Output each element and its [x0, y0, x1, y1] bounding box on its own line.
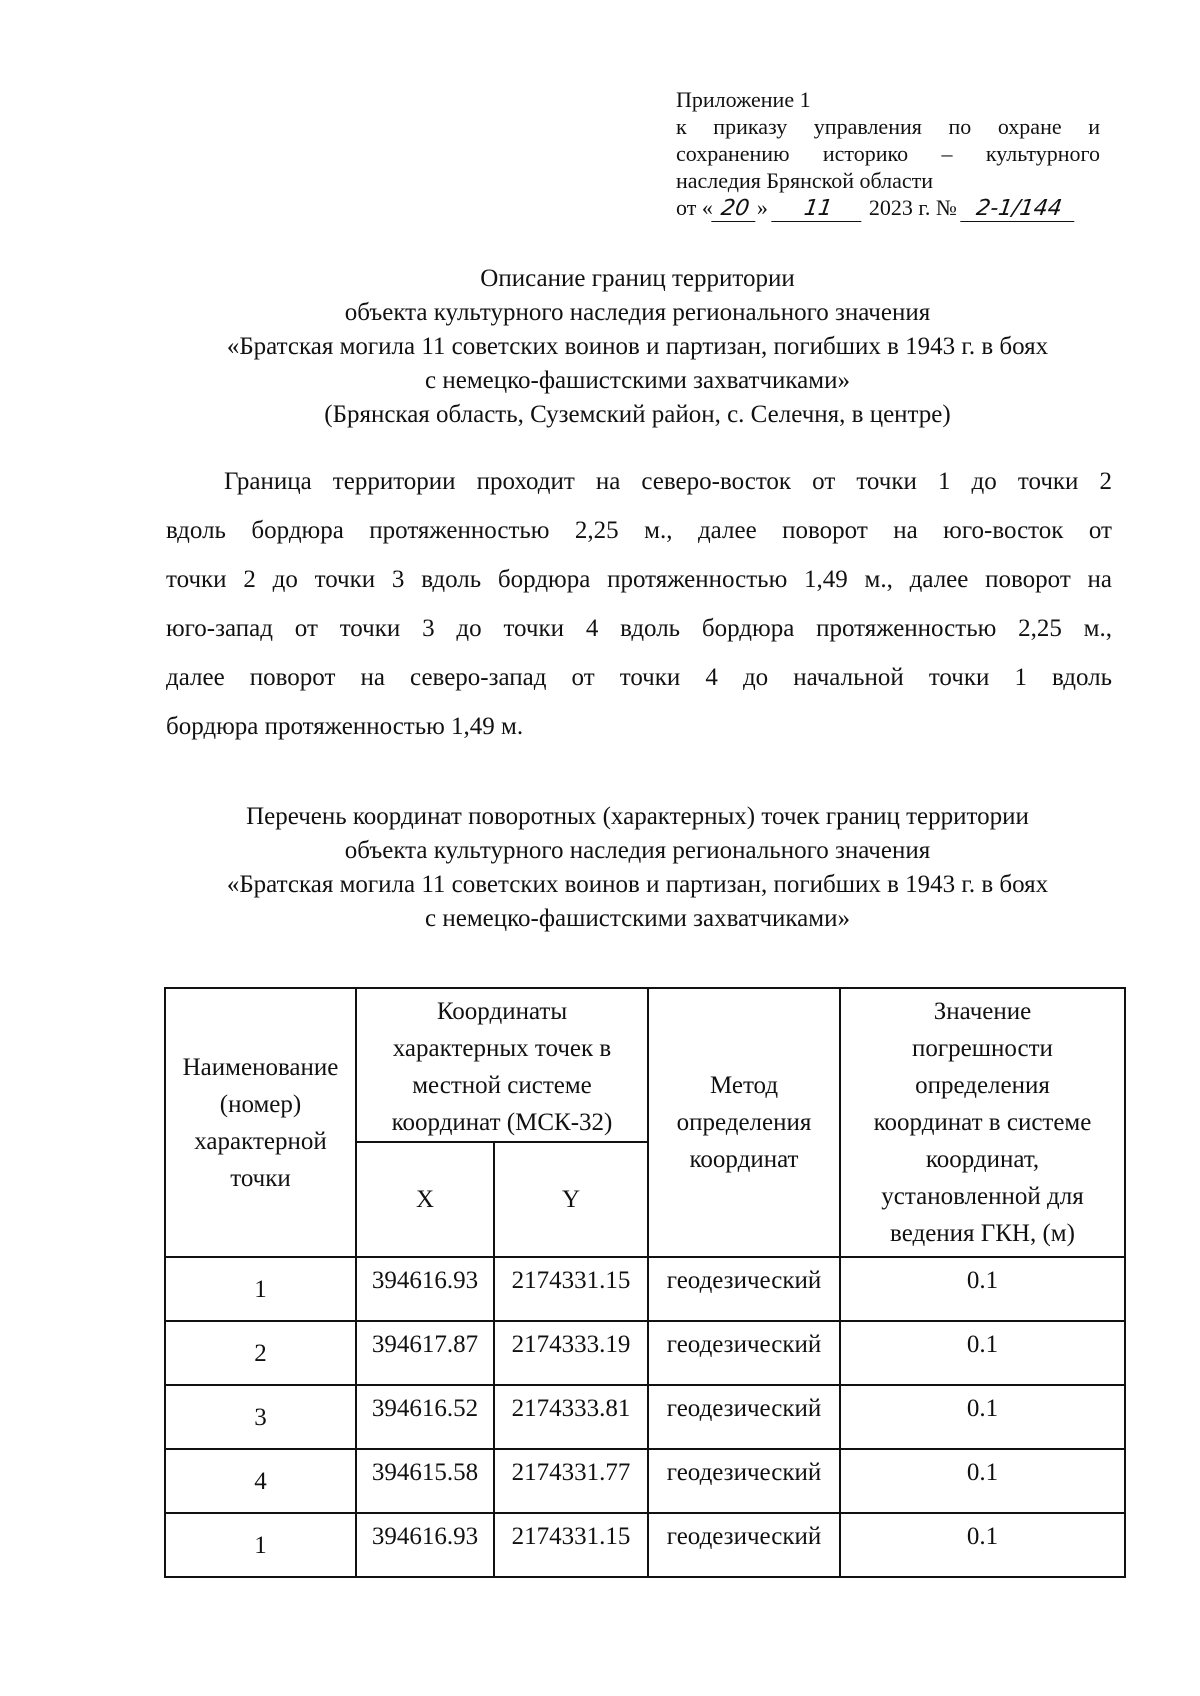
y-coordinate: 2174331.15 [494, 1513, 648, 1577]
title-line: Перечень координат поворотных (характерных) точек границ территории [246, 803, 1029, 830]
coordinates-title [150, 800, 1125, 936]
header-text: Метод [709, 1072, 779, 1099]
appendix-order-line: к приказу управления по охране и [676, 114, 1100, 139]
header-text: координат, [925, 1146, 1040, 1173]
header-text: определения [915, 1072, 1050, 1099]
header-text: координат в системе [873, 1109, 1092, 1136]
title-line: с немецко-фашистскими захватчиками» [425, 367, 850, 394]
table-row [165, 1513, 1125, 1577]
header-error [840, 988, 1125, 1257]
method-cell: геодезический [648, 1257, 840, 1321]
header-text: характерной [194, 1127, 327, 1155]
point-number: 1 [165, 1513, 356, 1577]
paragraph-line: точки 2 до точки 3 вдоль бордюра протяженностью 1,49 м., далее поворот на [166, 566, 1112, 593]
table-row [165, 1257, 1125, 1321]
point-number: 2 [165, 1321, 356, 1385]
paragraph-line: юго-запад от точки 3 до точки 4 вдоль бордюра протяженностью 2,25 м., [166, 615, 1112, 642]
x-coordinate: 394616.52 [356, 1385, 494, 1449]
method-cell: геодезический [648, 1513, 840, 1577]
point-number: 4 [165, 1449, 356, 1513]
header-method [648, 988, 840, 1257]
header-text: координат [689, 1146, 799, 1173]
method-cell: геодезический [648, 1449, 840, 1513]
method-cell: геодезический [648, 1385, 840, 1449]
paragraph-line: Граница территории проходит на северо-восток от точки 1 до точки 2 [224, 468, 1112, 495]
header-text: Координаты [436, 998, 568, 1025]
header-text: характерных точек в [392, 1035, 612, 1062]
header-text: Значение [933, 998, 1032, 1025]
appendix-title: Приложение 1 [676, 87, 811, 112]
paragraph-line: далее поворот на северо-запад от точки 4 до начальной точки 1 вдоль [166, 664, 1112, 691]
header-text: точки [230, 1164, 291, 1192]
point-number: 1 [165, 1257, 356, 1321]
header-coordinates [356, 988, 648, 1142]
x-coordinate: 394616.93 [356, 1257, 494, 1321]
table-row [165, 1321, 1125, 1385]
x-coordinate: 394617.87 [356, 1321, 494, 1385]
error-cell: 0.1 [840, 1513, 1125, 1577]
boundary-description [166, 457, 1112, 751]
handwritten-month: 11 [772, 197, 866, 222]
header-text: координат (МСК-32) [391, 1109, 613, 1136]
paragraph-line: вдоль бордюра протяженностью 2,25 м., далее поворот на юго-восток от [166, 517, 1112, 544]
handwritten-day: 20 [711, 197, 759, 222]
title-line: «Братская могила 11 советских воинов и партизан, погибших в 1943 г. в боях [226, 871, 1049, 898]
error-cell: 0.1 [840, 1257, 1125, 1321]
y-coordinate: 2174333.81 [494, 1385, 648, 1449]
point-number: 3 [165, 1385, 356, 1449]
appendix-order-line: сохранению историко – культурного [676, 141, 1100, 166]
header-text: ведения ГКН, (м) [890, 1220, 1075, 1247]
title-line: объекта культурного наследия регионального значения [344, 837, 931, 864]
header-x: X [356, 1142, 494, 1257]
x-coordinate: 394616.93 [356, 1513, 494, 1577]
title-line: с немецко-фашистскими захватчиками» [425, 905, 850, 932]
error-cell: 0.1 [840, 1385, 1125, 1449]
error-cell: 0.1 [840, 1321, 1125, 1385]
y-coordinate: 2174333.19 [494, 1321, 648, 1385]
title-line: объекта культурного наследия регионального значения [344, 299, 931, 326]
date-year: 2023 г. № [868, 195, 957, 220]
appendix-date-line [676, 194, 1100, 222]
header-text: установленной для [881, 1183, 1084, 1210]
y-coordinate: 2174331.15 [494, 1257, 648, 1321]
paragraph-line: бордюра протяженностью 1,49 м. [166, 713, 524, 740]
table-row [165, 1449, 1125, 1513]
appendix-order-line: наследия Брянской области [676, 168, 934, 193]
header-y: Y [494, 1142, 648, 1257]
y-coordinate: 2174331.77 [494, 1449, 648, 1513]
header-text: погрешности [912, 1035, 1053, 1062]
title-line: Описание границ территории [480, 265, 795, 292]
header-point-name [165, 988, 356, 1257]
appendix-header [676, 86, 1100, 222]
coordinates-table [164, 987, 1126, 1578]
x-coordinate: 394615.58 [356, 1449, 494, 1513]
date-prefix: от « [676, 195, 713, 220]
title-line: «Братская могила 11 советских воинов и партизан, погибших в 1943 г. в боях [226, 333, 1049, 360]
title-line: (Брянская область, Суземский район, с. Селечня, в центре) [324, 401, 951, 428]
method-cell: геодезический [648, 1321, 840, 1385]
header-text: Наименование [182, 1053, 339, 1081]
table-row [165, 1385, 1125, 1449]
header-text: определения [676, 1109, 812, 1136]
header-text: (номер) [219, 1090, 302, 1118]
description-title [150, 262, 1125, 432]
header-text: местной системе [412, 1072, 592, 1099]
handwritten-order-number: 2-1/144 [961, 197, 1079, 222]
error-cell: 0.1 [840, 1449, 1125, 1513]
date-mid: » [756, 195, 768, 220]
